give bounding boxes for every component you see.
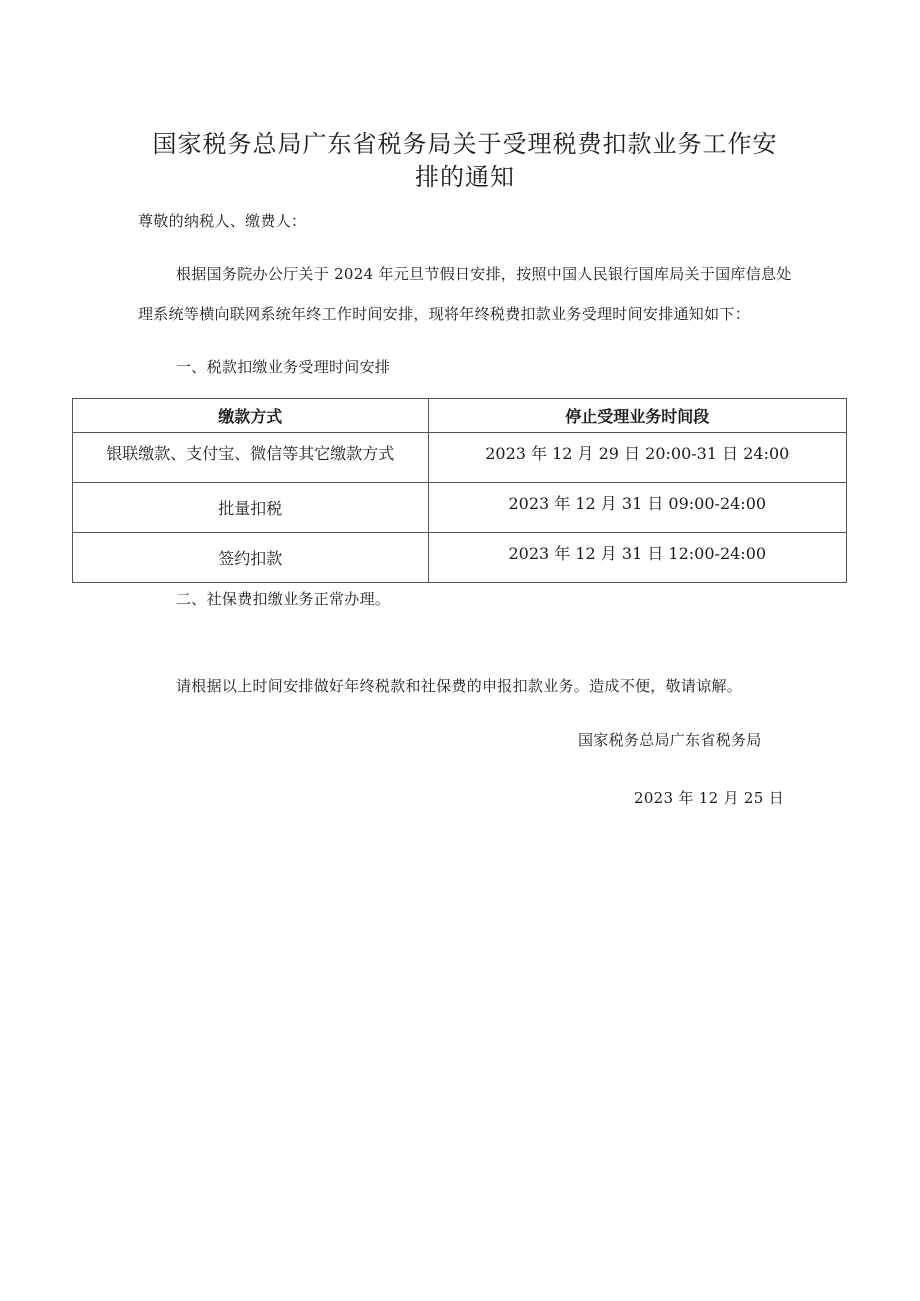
payment-method-text: 银联缴款、支付宝、微信等其它缴款方式: [106, 444, 395, 463]
stop-period-cell: [428, 533, 846, 583]
payment-method-text: 签约扣款: [218, 549, 283, 568]
column-header-period: 停止受理业务时间段: [428, 399, 846, 433]
schedule-table: [72, 398, 847, 583]
payment-method-text: 批量扣税: [218, 499, 283, 518]
closing-paragraph: 请根据以上时间安排做好年终税款和社保费的申报扣款业务。造成不便，敬请谅解。: [176, 677, 743, 695]
document-title: [150, 128, 780, 194]
title-line-1: 国家税务总局广东省税务局关于受理税费扣款业务工作安: [152, 130, 778, 158]
table-row: [73, 483, 847, 533]
column-header-method: 缴款方式: [73, 399, 429, 433]
signature-organization: 国家税务总局广东省税务局: [578, 731, 762, 749]
stop-period-cell: [428, 433, 846, 483]
intro-paragraph-line-1: 根据国务院办公厅关于 2024 年元旦节假日安排，按照中国人民银行国库局关于国库信息处: [176, 265, 792, 283]
stop-period-cell: [428, 483, 846, 533]
signature-date: 2023 年 12 月 25 日: [634, 789, 784, 807]
title-line-2: 排的通知: [415, 163, 515, 191]
table-header-row: [73, 399, 847, 433]
table-row: [73, 533, 847, 583]
intro-paragraph-line-2: 理系统等横向联网系统年终工作时间安排，现将年终税费扣款业务受理时间安排通知如下：: [138, 305, 751, 323]
stop-period-text: 2023 年 12 月 31 日 09:00-24:00: [508, 494, 767, 513]
payment-method-cell: [73, 433, 429, 483]
table-row: [73, 433, 847, 483]
stop-period-text: 2023 年 12 月 31 日 12:00-24:00: [508, 544, 767, 563]
section-heading-1: 一、税款扣缴业务受理时间安排: [176, 358, 391, 376]
stop-period-text: 2023 年 12 月 29 日 20:00-31 日 24:00: [485, 444, 790, 463]
payment-method-cell: [73, 483, 429, 533]
salutation: 尊敬的纳税人、缴费人：: [138, 212, 307, 230]
section-heading-2: 二、社保费扣缴业务正常办理。: [176, 590, 391, 608]
payment-method-cell: [73, 533, 429, 583]
